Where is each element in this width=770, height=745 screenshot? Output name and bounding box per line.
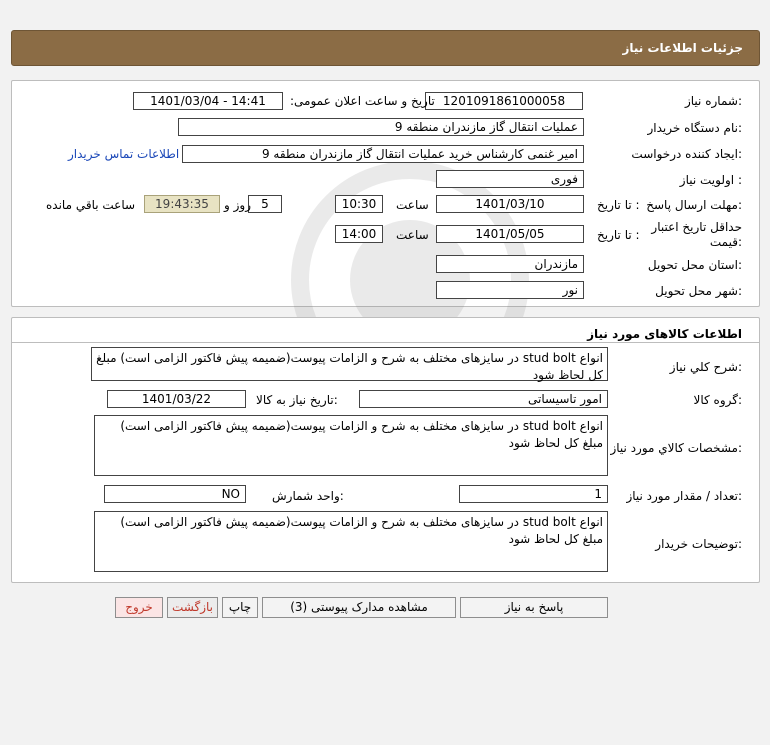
quantity-label: تعداد / مقدار مورد نیاز:: [626, 489, 742, 503]
days-label: روز و: [224, 198, 251, 212]
province-label: استان محل تحویل:: [647, 258, 742, 272]
city-label: شهر محل تحویل:: [655, 284, 742, 298]
creator-field: امیر غنمی کارشناس خرید عملیات انتقال گاز مازندران منطقه 9: [182, 145, 584, 163]
group-field: امور تاسیساتی: [359, 390, 608, 408]
need-number-label: شماره نیاز:: [684, 94, 742, 108]
exit-button[interactable]: خروج: [115, 597, 163, 618]
page-header: [11, 30, 760, 66]
validity-label-line1: حداقل تاریخ اعتبار: [651, 220, 742, 234]
need-number-field: 1201091861000058: [425, 92, 583, 110]
days-field: 5: [248, 195, 282, 213]
deadline-to-date-label: تا تاریخ :: [597, 198, 640, 212]
spec-field: انواع stud bolt در سایزهای مختلف به شرح و الزامات پیوست(ضمیمه پیش فاکتور الزامی است) مبلغ کل لحاظ شود: [94, 415, 608, 476]
unit-field: NO: [104, 485, 246, 503]
buyer-org-label: نام دستگاه خریدار:: [647, 121, 742, 135]
announce-field: 1401/03/04 - 14:41: [133, 92, 283, 110]
need-info-panel: [11, 80, 760, 307]
buyer-notes-label: توضیحات خریدار:: [655, 537, 742, 551]
attachments-button[interactable]: مشاهده مدارک پیوستی (3): [262, 597, 456, 618]
need-date-label: تاریخ نیاز به کالا:: [256, 393, 338, 407]
remaining-time-field: 19:43:35: [144, 195, 220, 213]
validity-time-field: 14:00: [335, 225, 383, 243]
validity-to-date-label: تا تاریخ :: [597, 228, 640, 242]
validity-label-line2: قیمت:: [709, 235, 742, 249]
deadline-date-field: 1401/03/10: [436, 195, 584, 213]
deadline-time-field: 10:30: [335, 195, 383, 213]
need-date-field: 1401/03/22: [107, 390, 246, 408]
summary-label: شرح کلي نياز:: [669, 360, 742, 374]
goods-section-divider: [12, 342, 759, 343]
deadline-time-label: ساعت: [396, 198, 429, 212]
buyer-contact-link[interactable]: اطلاعات تماس خریدار: [68, 147, 180, 161]
spec-label: مشخصات كالاي مورد نياز:: [610, 441, 742, 455]
unit-label: واحد شمارش:: [272, 489, 344, 503]
print-button[interactable]: چاپ: [222, 597, 258, 618]
summary-field: انواع stud bolt در سایزهای مختلف به شرح و الزامات پیوست(ضمیمه پیش فاکتور الزامی است) مبلغ کل لحاظ شود: [91, 347, 608, 381]
city-field: نور: [436, 281, 584, 299]
deadline-label: مهلت ارسال پاسخ:: [646, 198, 742, 212]
announce-label: تاریخ و ساعت اعلان عمومی:: [290, 94, 435, 108]
buyer-notes-field: انواع stud bolt در سایزهای مختلف به شرح و الزامات پیوست(ضمیمه پیش فاکتور الزامی است) مبلغ کل لحاظ شود: [94, 511, 608, 572]
group-label: گروه کالا:: [693, 393, 742, 407]
creator-label: ایجاد کننده درخواست:: [631, 147, 742, 161]
page-title: جزئیات اطلاعات نیاز: [622, 41, 743, 55]
buyer-org-field: عملیات انتقال گاز مازندران منطقه 9: [178, 118, 584, 136]
priority-field: فوری: [436, 170, 584, 188]
back-button[interactable]: بازگشت: [167, 597, 218, 618]
reply-button[interactable]: پاسخ به نیاز: [460, 597, 608, 618]
province-field: مازندران: [436, 255, 584, 273]
priority-label: اولویت نیاز :: [679, 173, 742, 187]
validity-time-label: ساعت: [396, 228, 429, 242]
remaining-label: ساعت باقي مانده: [46, 198, 136, 212]
validity-date-field: 1401/05/05: [436, 225, 584, 243]
goods-section-title: اطلاعات کالاهای مورد نیاز: [587, 327, 742, 341]
quantity-field: 1: [459, 485, 608, 503]
